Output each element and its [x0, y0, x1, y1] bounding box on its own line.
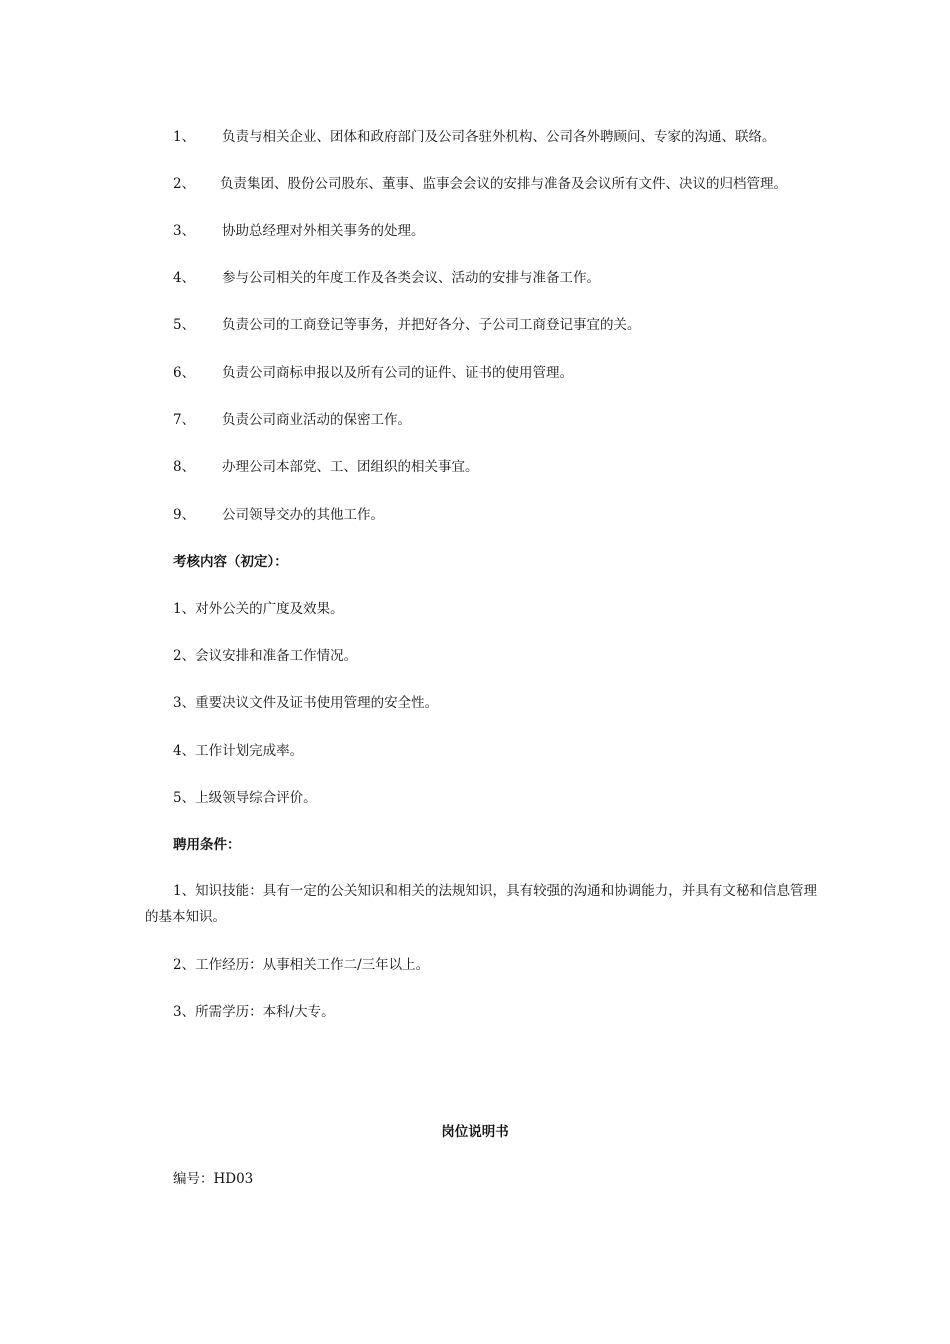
duty-number: 1、 [173, 129, 196, 145]
hiring-heading: 聘用条件： [173, 837, 241, 853]
duty-text: 负责与相关企业、团体和政府部门及公司各驻外机构、公司各外聘顾问、专家的沟通、联络。 [222, 129, 776, 145]
duty-text: 负责集团、股份公司股东、董事、监事会会议的安排与准备及会议所有文件、决议的归档管理。 [220, 176, 787, 192]
hiring-experience: 2、工作经历：从事相关工作二/三年以上。 [173, 957, 430, 973]
duty-text: 协助总经理对外相关事务的处理。 [222, 223, 425, 239]
document-code: 编号：HD03 [173, 1171, 254, 1187]
assessment-item-2: 2、会议安排和准备工作情况。 [173, 648, 358, 664]
duty-text: 负责公司商标申报以及所有公司的证件、证书的使用管理。 [222, 365, 573, 381]
hiring-knowledge-paragraph: 1、知识技能：具有一定的公关知识和相关的法规知识，具有较强的沟通和协调能力，并具有文秘和信息管理的基本知识。 [145, 883, 817, 925]
assessment-item-1: 1、对外公关的广度及效果。 [173, 601, 344, 617]
assessment-item-5: 5、上级领导综合评价。 [173, 790, 317, 806]
duty-text: 负责公司商业活动的保密工作。 [222, 412, 411, 428]
duty-text: 公司领导交办的其他工作。 [222, 507, 384, 523]
assessment-item-3: 3、重要决议文件及证书使用管理的安全性。 [173, 695, 439, 711]
duty-number: 5、 [173, 317, 196, 333]
duty-number: 4、 [173, 270, 196, 286]
duty-number: 3、 [173, 223, 196, 239]
duty-number: 8、 [173, 459, 196, 475]
hiring-education: 3、所需学历：本科/大专。 [173, 1004, 335, 1020]
assessment-heading: 考核内容（初定）： [173, 554, 288, 570]
duty-number: 7、 [173, 412, 196, 428]
duty-text: 负责公司的工商登记等事务，并把好各分、子公司工商登记事宜的关。 [222, 317, 641, 333]
document-title: 岗位说明书 [441, 1124, 509, 1140]
assessment-item-4: 4、工作计划完成率。 [173, 743, 304, 759]
duty-number: 6、 [173, 365, 196, 381]
duty-number: 9、 [173, 507, 196, 523]
duty-number: 2、 [173, 176, 196, 192]
duty-text: 办理公司本部党、工、团组织的相关事宜。 [222, 459, 479, 475]
duty-text: 参与公司相关的年度工作及各类会议、活动的安排与准备工作。 [222, 270, 600, 286]
